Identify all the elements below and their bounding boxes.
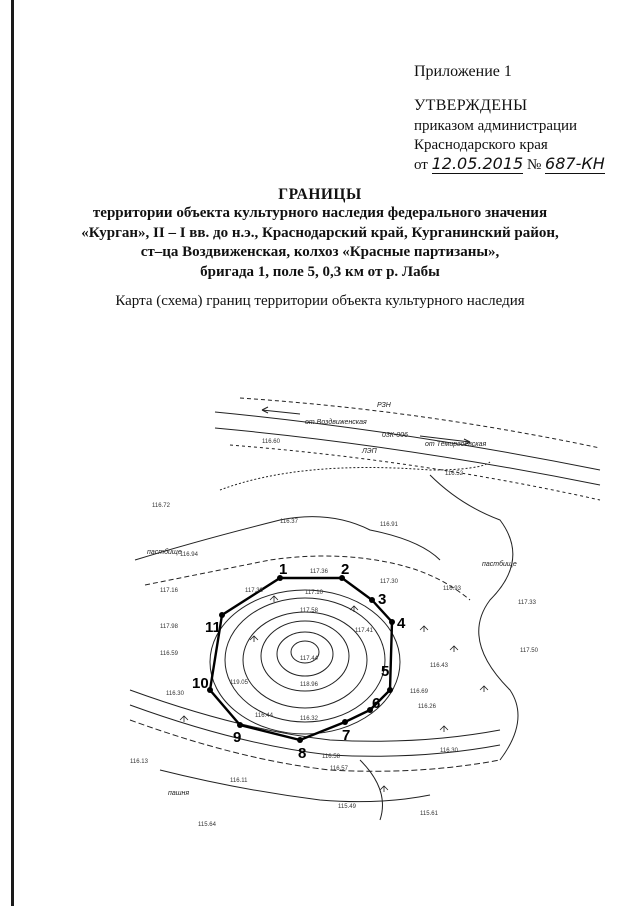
slope-line [360,760,383,820]
road-label-right: от Темиргоевская [425,441,487,448]
elevation-mark: 115.61 [420,811,438,817]
elevation-mark: 116.13 [130,759,148,765]
road-small-label: ЛЭП [362,448,377,455]
elevation-mark: 116.26 [418,704,436,710]
vertex-marker [369,597,375,603]
map-caption: Карта (схема) границ территории объекта культурного наследия [115,293,525,309]
elevation-mark: 116.72 [152,503,170,509]
slope-line [130,720,500,771]
vegetation-symbol [270,596,278,602]
elevation-mark: 115.49 [338,804,356,810]
heading-line-4: бригада 1, поле 5, 0,3 км от р. Лабы [200,263,440,280]
field-boundary [430,475,518,760]
vertex-marker [297,737,303,743]
vegetation-symbol [250,636,258,642]
vertex-label: 7 [342,727,351,744]
elevation-mark: 116.32 [300,716,318,722]
vertex-label: 9 [233,729,242,746]
elevation-mark: 116.59 [160,651,178,657]
elevation-mark: 116.11 [230,778,248,784]
elevation-mark: 117.41 [355,628,373,634]
elevation-mark: 117.36 [310,569,328,575]
road-edge-dashed [240,398,600,448]
vertex-label: 5 [381,663,390,680]
vegetation-symbol [380,786,388,792]
vertex-label: 11 [205,619,221,636]
elevation-mark: 116.93 [443,586,461,592]
elevation-mark: 115.64 [198,822,216,828]
elevation-mark: 118.96 [300,682,318,688]
road-code: 03К-006 [382,432,408,439]
elevation-mark: 117.30 [380,579,398,585]
heading-line-1: территории объекта культурного наследия федерального значения [92,205,548,221]
elevation-mark: 116.69 [410,689,428,695]
elevation-mark: 116.60 [262,439,280,445]
vertex-label: 4 [397,615,406,632]
vertex-marker [219,612,225,618]
appendix-label: Приложение 1 [414,63,512,80]
vertex-marker [342,719,348,725]
vertex-marker [387,687,393,693]
date-handwritten: 12.05.2015 [431,154,524,173]
elevation-mark: 116.30 [440,748,458,754]
number-handwritten: 687-КН [545,154,605,173]
date-prefix: от [414,157,428,173]
elevation-mark: 117.98 [160,624,178,630]
vegetation-symbol [440,726,448,732]
elevation-mark: 116.37 [280,519,298,525]
road-edge-dashed [230,445,600,500]
heading-line-3: ст–ца Воздвиженская, колхоз «Красные партизаны», [140,244,500,260]
elevation-mark: 117.16 [160,588,178,594]
vertex-label: 2 [341,561,350,578]
elevation-mark: 116.43 [430,663,448,669]
vegetation-symbol [350,606,358,612]
elevation-mark: 117.50 [520,648,538,654]
elevation-mark: 119.05 [230,680,248,686]
elevation-mark: 116.44 [255,713,273,719]
elevation-mark: 117.38 [245,588,263,594]
land-use-label: пастбище [147,549,182,556]
contour-ring [277,632,333,676]
elevation-mark: 116.94 [180,552,198,558]
road-small-label: РЗН [377,402,391,409]
elevation-mark: 117.33 [518,600,536,606]
slope-line [160,770,430,802]
vertex-label: 8 [298,745,307,762]
elevation-mark: 116.57 [330,766,348,772]
elevation-mark: 116.58 [322,754,340,760]
vegetation-symbol [180,716,188,722]
heading-line-2: «Курган», II – I вв. до н.э., Краснодарский край, Курганинский район, [81,224,559,241]
land-use-label: пастбище [482,561,517,568]
vertex-label: 3 [378,591,387,608]
land-use-label: пашня [168,790,190,797]
elevation-mark: 117.58 [300,608,318,614]
road-label-left: от Воздвиженская [305,419,367,426]
vertex-marker [237,722,243,728]
vegetation-symbol [450,646,458,652]
elevation-mark: 117.44 [300,656,318,662]
vegetation-symbol [420,626,428,632]
order-line-2: Краснодарского края [414,137,548,153]
number-prefix: № [526,157,542,173]
vertex-label: 10 [192,675,209,692]
elevation-mark: 116.52 [445,471,463,477]
order-line-1: приказом администрации [414,118,578,134]
elevation-mark: 116.30 [166,691,184,697]
elevation-mark: 116.91 [380,522,398,528]
document-title: ГРАНИЦЫ [278,186,362,203]
vegetation-symbol [480,686,488,692]
vertex-marker [389,619,395,625]
vertex-label: 6 [372,695,381,712]
elevation-mark: 117.10 [305,590,323,596]
vertex-label: 1 [279,561,288,578]
approved-label: УТВЕРЖДЕНЫ [414,97,528,114]
